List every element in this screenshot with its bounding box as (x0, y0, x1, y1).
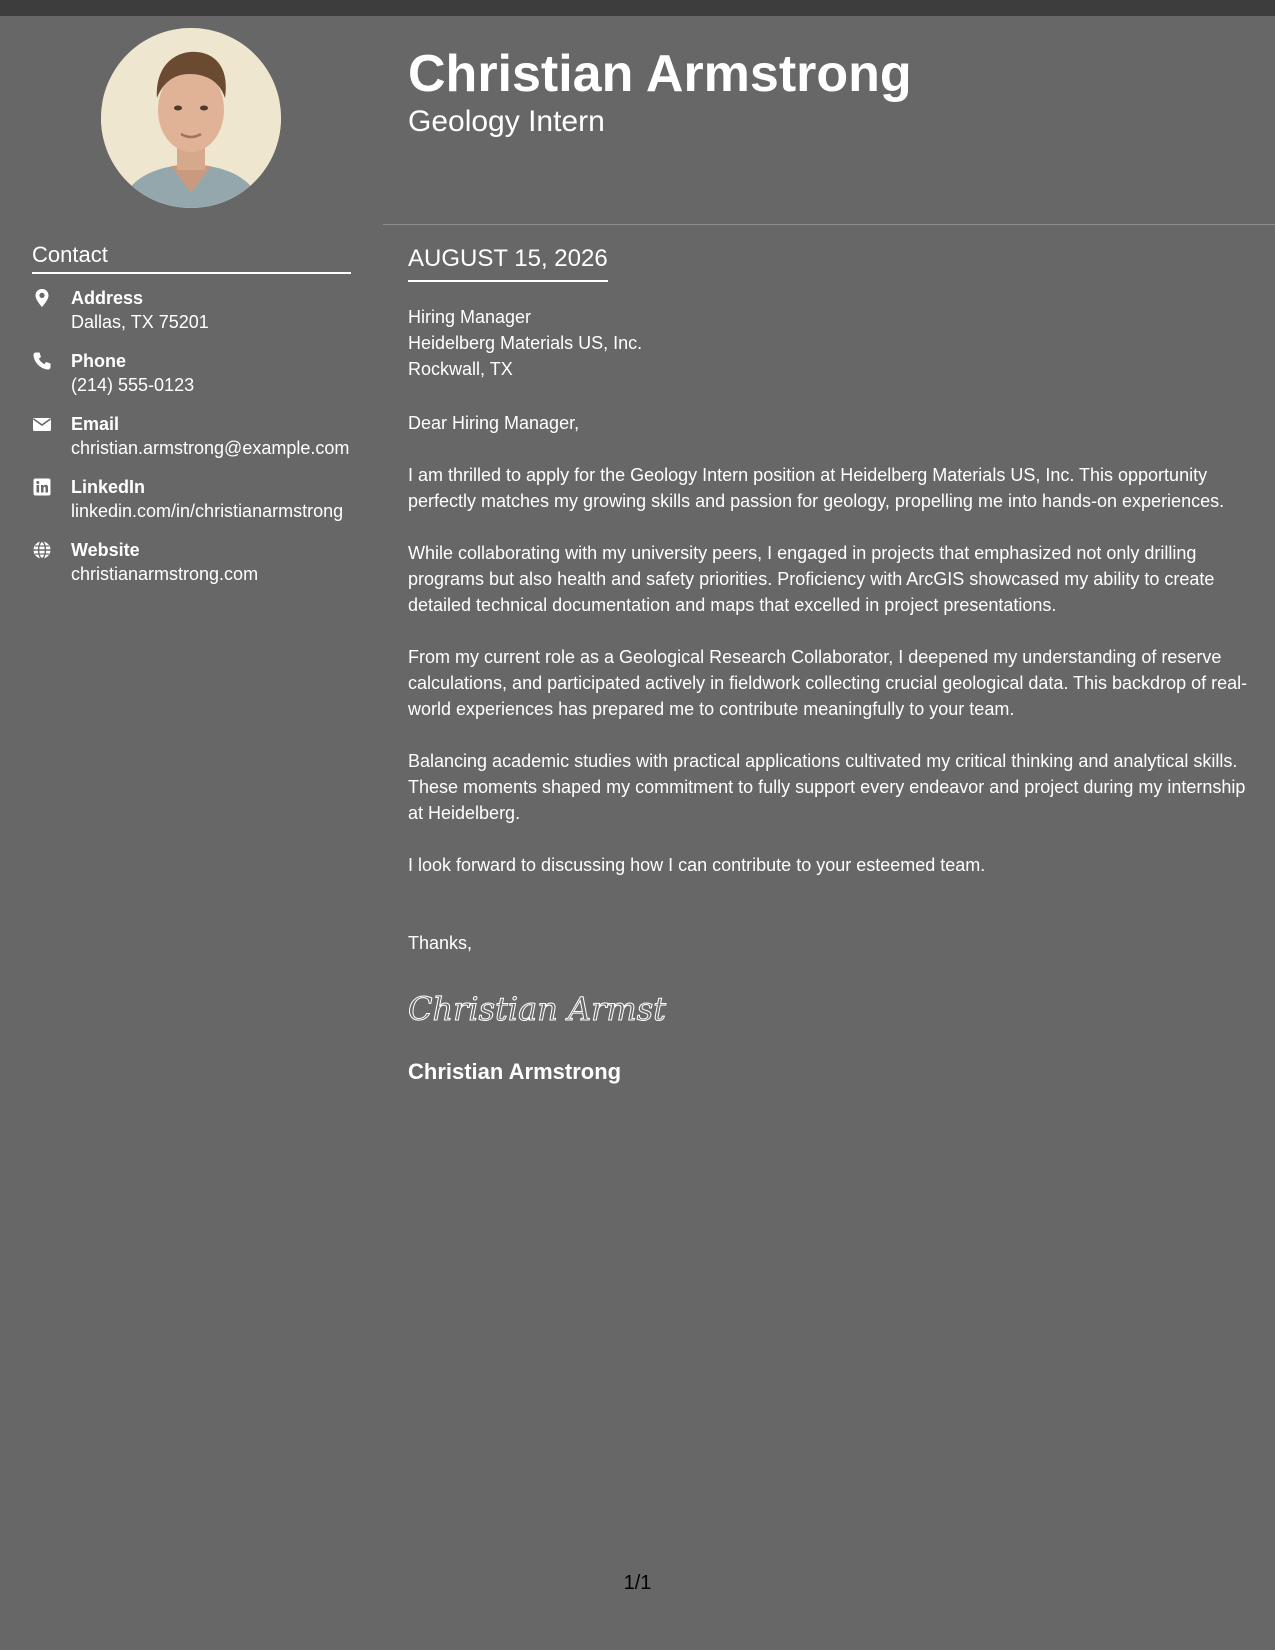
contact-website (32, 538, 352, 586)
email-label: Email (71, 414, 120, 434)
page-number: 1/1 (623, 1572, 652, 1594)
signer-name: Christian Armstrong (408, 1059, 622, 1084)
closing: Thanks, (408, 933, 473, 953)
envelope-icon (32, 414, 52, 434)
contact-email (32, 412, 352, 460)
linkedin-value[interactable]: linkedin.com/in/christianarmstrong (71, 501, 344, 521)
body-paragraph: From my current role as a Geological Research Collaborator, I deepened my understanding of reserve calculations, and participated actively in fieldwork collecting crucial geological data. This backdrop of real-world experiences has prepared me to contribute meaningfully to your team. (408, 647, 1248, 719)
job-title: Geology Intern (408, 105, 605, 138)
body-paragraph: While collaborating with my university peers, I engaged in projects that emphasized not only drilling programs but also health and safety priorities. Proficiency with ArcGIS showcased my ability to create detailed technical documentation and maps that excelled in project presentations. (408, 543, 1215, 615)
linkedin-label: LinkedIn (71, 477, 146, 497)
signature-text: Christian Armst (408, 990, 667, 1028)
recipient-block (408, 304, 1251, 382)
letter-body (408, 244, 1251, 1086)
website-label: Website (71, 540, 140, 560)
letter-date: AUGUST 15, 2026 (408, 244, 608, 282)
salutation: Dear Hiring Manager, (408, 413, 580, 433)
recipient-line: Hiring Manager (408, 307, 532, 327)
phone-label: Phone (71, 351, 127, 371)
address-label: Address (71, 288, 144, 308)
recipient-line: Rockwall, TX (408, 359, 513, 379)
website-value[interactable]: christianarmstrong.com (71, 564, 259, 584)
contact-linkedin (32, 475, 352, 523)
sidebar (0, 16, 383, 1650)
applicant-name: Christian Armstrong (408, 45, 912, 103)
phone-value: (214) 555-0123 (71, 375, 195, 395)
body-paragraph: I look forward to discussing how I can contribute to your esteemed team. (408, 855, 986, 875)
signature (408, 984, 1251, 1034)
top-bar (0, 0, 1275, 16)
map-pin-icon (32, 288, 52, 308)
header-divider (383, 224, 1275, 225)
phone-icon (32, 351, 52, 371)
avatar (101, 28, 281, 208)
contact-address (32, 286, 352, 334)
linkedin-icon (32, 477, 52, 497)
body-paragraph: I am thrilled to apply for the Geology Intern position at Heidelberg Materials US, Inc. This opportunity perfectly matches my growing skills and passion for geology, propelling me into hands-on experiences. (408, 465, 1225, 511)
email-value[interactable]: christian.armstrong@example.com (71, 438, 350, 458)
contact-phone (32, 349, 352, 397)
body-paragraph: Balancing academic studies with practical applications cultivated my critical thinking and analytical skills. These moments shaped my commitment to fully support every endeavor and project during my internship at Heidelberg. (408, 751, 1246, 823)
recipient-line: Heidelberg Materials US, Inc. (408, 333, 643, 353)
contact-list (32, 286, 352, 601)
contact-heading: Contact (32, 242, 351, 274)
globe-icon (32, 540, 52, 560)
address-value: Dallas, TX 75201 (71, 312, 209, 332)
